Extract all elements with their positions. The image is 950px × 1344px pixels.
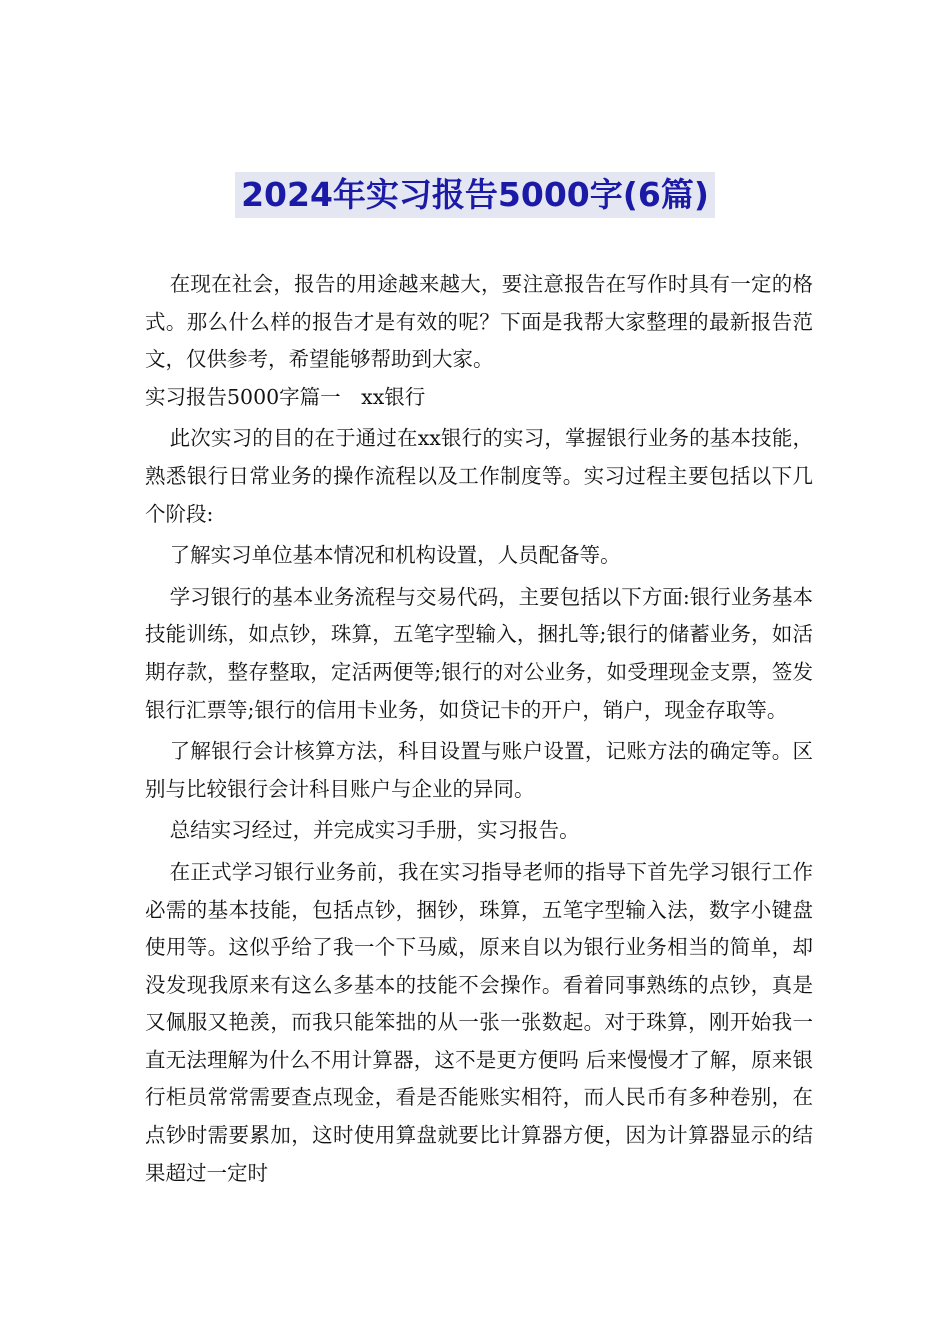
body-paragraph: 此次实习的目的在于通过在xx银行的实习，掌握银行业务的基本技能，熟悉银行日常业务的操作流程以及工作制度等。实习过程主要包括以下几个阶段:	[145, 426, 813, 526]
document-body	[145, 266, 813, 1192]
intro-paragraph: 在现在社会，报告的用途越来越大，要注意报告在写作时具有一定的格式。那么什么样的报告才是有效的呢？下面是我帮大家整理的最新报告范文，仅供参考，希望能够帮助到大家。	[145, 272, 813, 372]
body-paragraph: 了解银行会计核算方法，科目设置与账户设置，记账方法的确定等。区别与比较银行会计科目账户与企业的异同。	[145, 739, 813, 801]
body-paragraph: 在正式学习银行业务前，我在实习指导老师的指导下首先学习银行工作必需的基本技能，包括点钞，捆钞，珠算，五笔字型输入法，数字小键盘使用等。这似乎给了我一个下马威，原来自以为银行业务相当的简单，却没发现我原来有这么多基本的技能不会操作。看着同事熟练的点钞，真是又佩服又艳羡，而我只能笨拙的从一张一张数起。对于珠算，刚开始我一直无法理解为什么不用计算器，这不是更方便吗 后来慢慢才了解，原来银行柜员常常需要查点现金，看是否能账实相符，而人民币有多种卷别，在点钞时需要累加，这时使用算盘就要比计算器方便，因为计算器显示的结果超过一定时	[145, 859, 813, 1185]
document-title: 2024年实习报告5000字(6篇)	[235, 172, 715, 218]
section-heading: 实习报告5000字篇一 xx银行	[145, 384, 426, 409]
body-paragraph: 了解实习单位基本情况和机构设置，人员配备等。	[169, 543, 621, 568]
title-area	[0, 172, 950, 218]
body-paragraph: 学习银行的基本业务流程与交易代码，主要包括以下方面:银行业务基本技能训练，如点钞，珠算，五笔字型输入，捆扎等;银行的储蓄业务，如活期存款，整存整取，定活两便等;银行的对公业务，如受理现金支票，签发银行汇票等;银行的信用卡业务，如贷记卡的开户，销户，现金存取等。	[145, 584, 813, 722]
body-paragraph: 总结实习经过，并完成实习手册，实习报告。	[169, 818, 580, 843]
